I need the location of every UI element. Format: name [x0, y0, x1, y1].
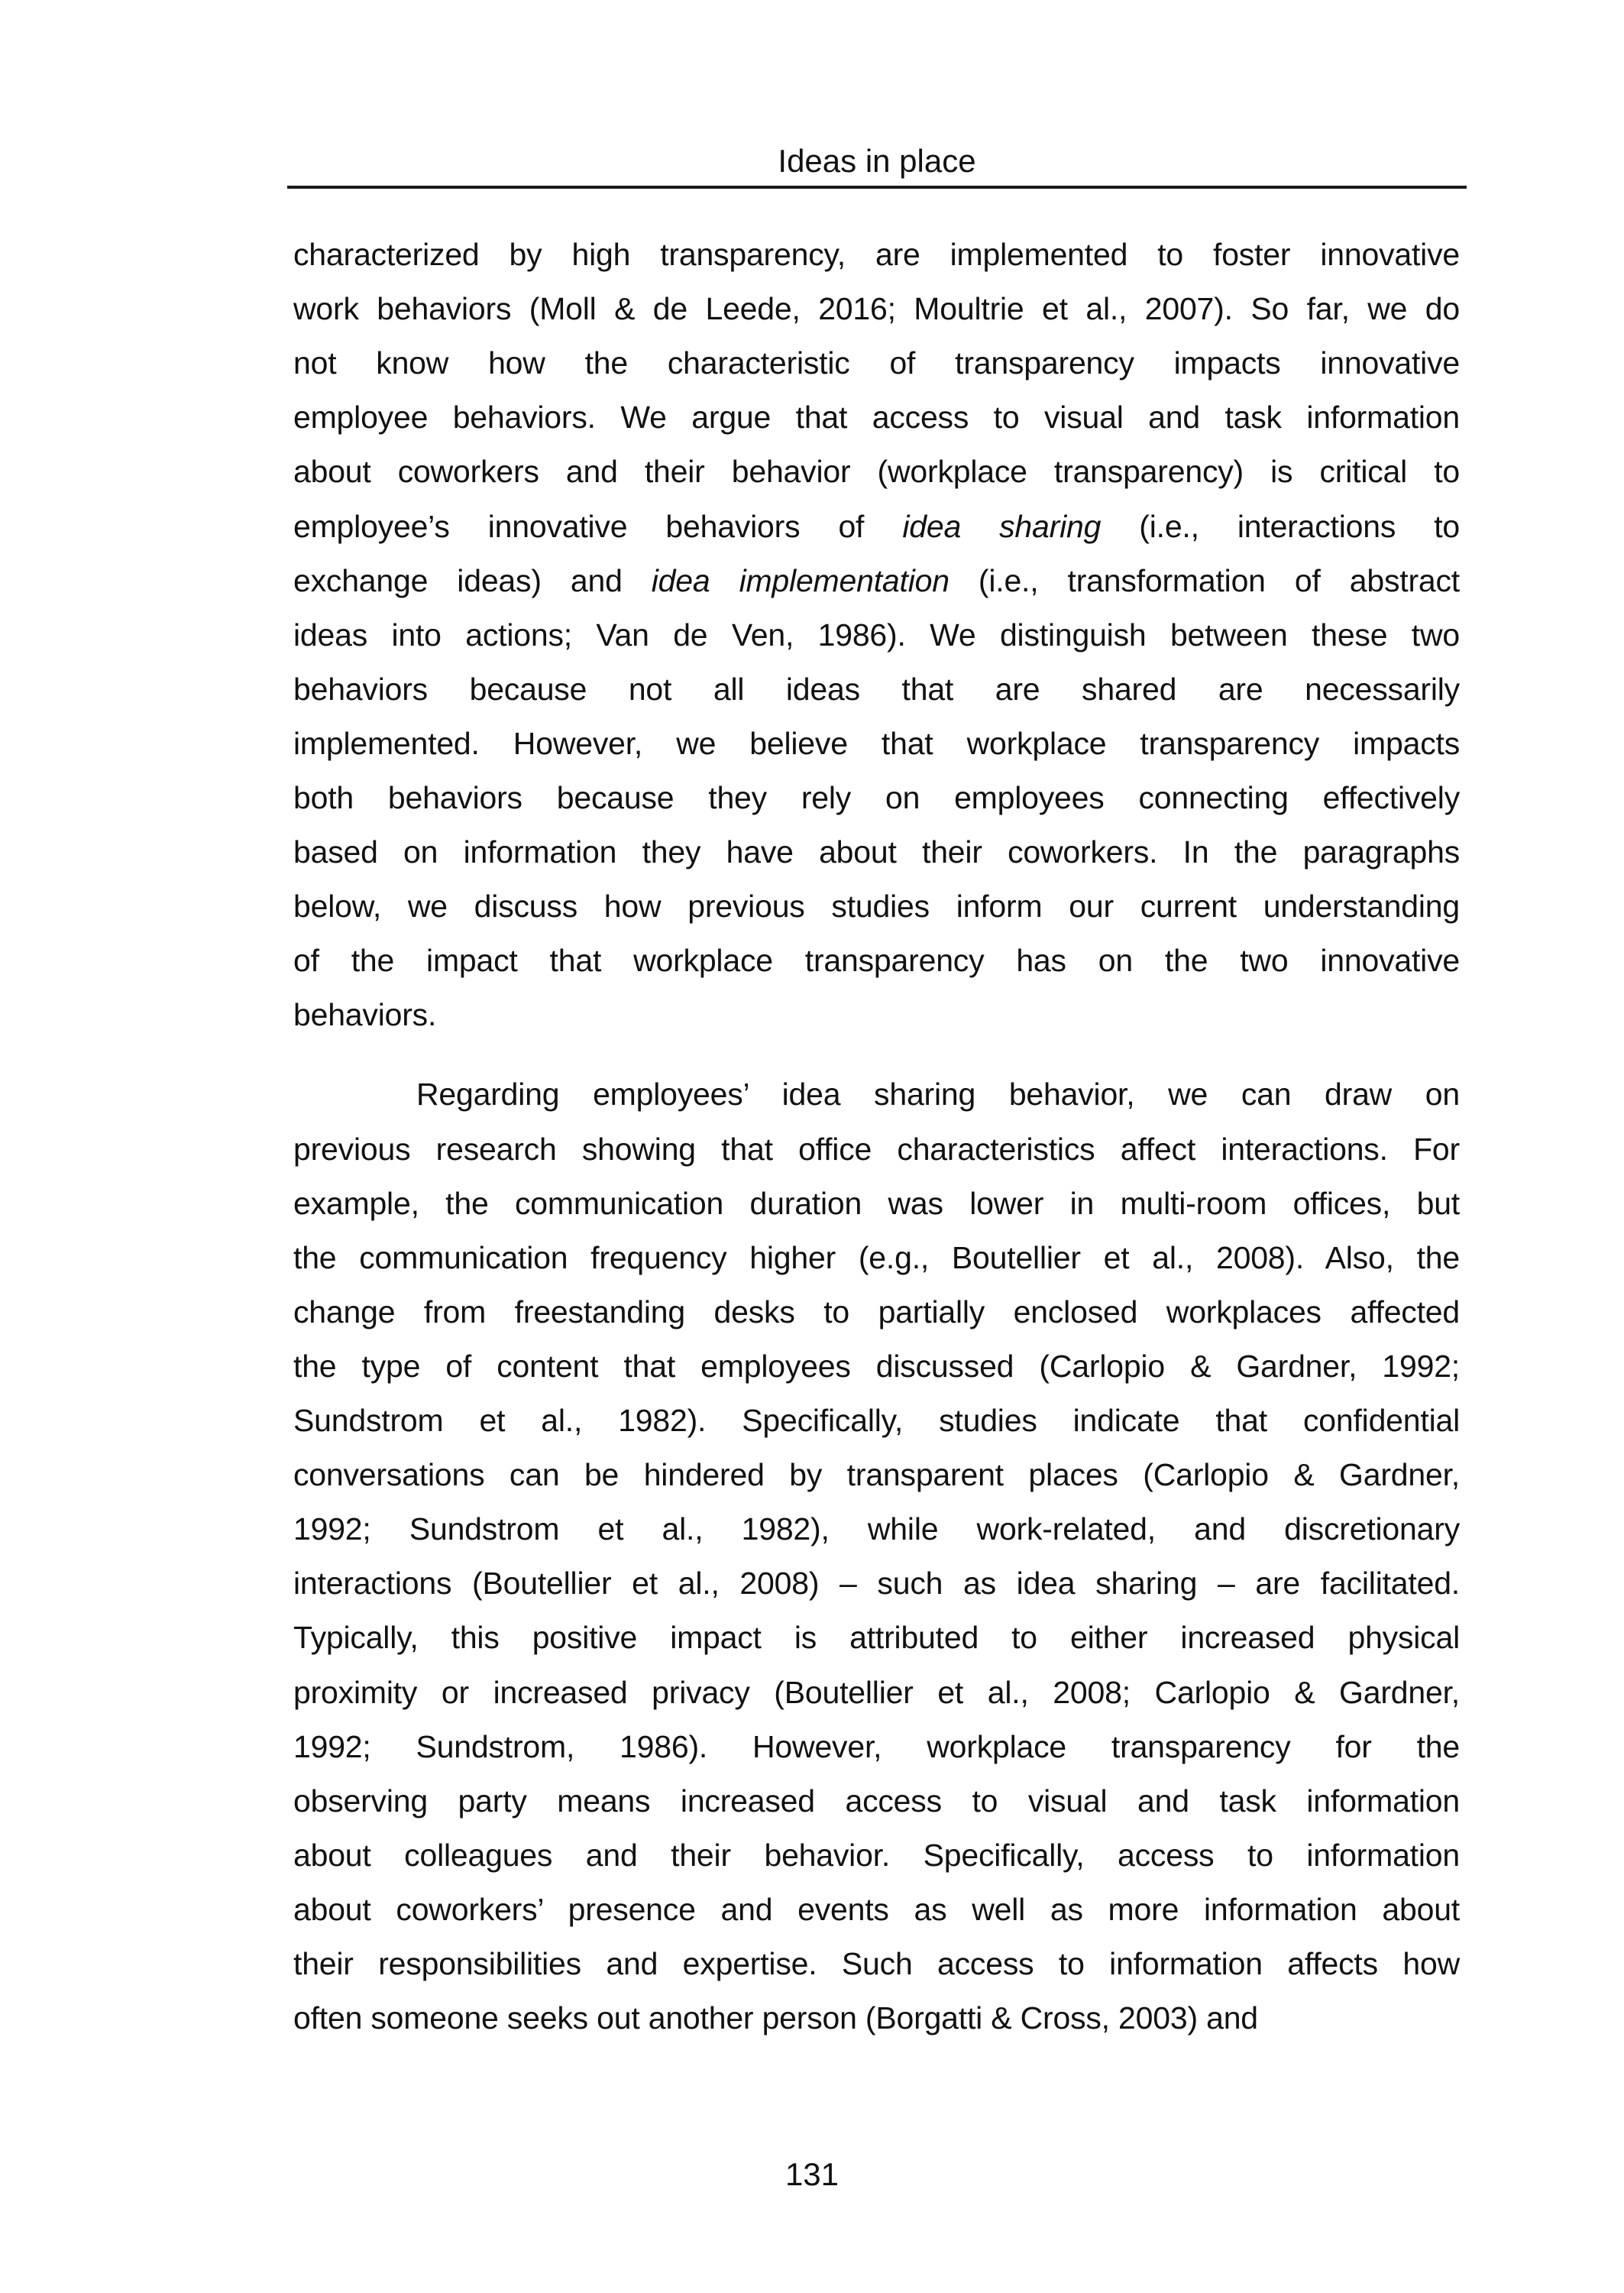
text-line: Sundstrom et al., 1982). Specifically, studies indicate that confidential: [293, 1403, 1460, 1438]
text-line: the communication frequency higher (e.g., Boutellier et al., 2008). Also, the: [293, 1240, 1460, 1275]
text-line: implemented. However, we believe that workplace transparency impacts: [293, 726, 1460, 761]
text-line: characterized by high transparency, are implemented to foster innovative: [293, 237, 1460, 272]
page-number: 131: [785, 2156, 839, 2192]
text-line: change from freestanding desks to partially enclosed workplaces affected: [293, 1294, 1460, 1329]
text-line: behaviors.: [293, 997, 437, 1032]
text-line: their responsibilities and expertise. Such access to information affects how: [293, 1946, 1460, 1981]
text-line: previous research showing that office characteristics affect interactions. For: [293, 1132, 1460, 1167]
text-line: example, the communication duration was lower in multi-room offices, but: [293, 1186, 1460, 1221]
text-line: not know how the characteristic of transparency impacts innovative: [293, 345, 1460, 381]
text-line: interactions (Boutellier et al., 2008) – such as idea sharing – are facilitated.: [293, 1566, 1460, 1601]
text-line: Regarding employees’ idea sharing behavior, we can draw on: [416, 1077, 1460, 1112]
header-rule-divider: [287, 186, 1467, 189]
text-line: ideas into actions; Van de Ven, 1986). We distinguish between these two: [293, 617, 1460, 653]
text-line: behaviors because not all ideas that are shared are necessarily: [293, 672, 1460, 707]
emphasized-term: idea implementation: [651, 563, 949, 598]
text-line: of the impact that workplace transparency has on the two innovative: [293, 943, 1460, 978]
text-line: often someone seeks out another person (Borgatti & Cross, 2003) and: [293, 2000, 1258, 2036]
text-line: based on information they have about their coworkers. In the paragraphs: [293, 834, 1460, 870]
text-line: work behaviors (Moll & de Leede, 2016; Moultrie et al., 2007). So far, we do: [293, 291, 1460, 326]
text-line: 1992; Sundstrom et al., 1982), while work-related, and discretionary: [293, 1511, 1460, 1546]
emphasized-term: idea sharing: [902, 509, 1102, 544]
text-line: 1992; Sundstrom, 1986). However, workplace transparency for the: [293, 1729, 1460, 1764]
text-line: proximity or increased privacy (Boutellier et al., 2008; Carlopio & Gardner,: [293, 1675, 1460, 1710]
text-line: about coworkers’ presence and events as well as more information about: [293, 1892, 1460, 1927]
text-line: below, we discuss how previous studies inform our current understanding: [293, 889, 1460, 924]
text-line: about colleagues and their behavior. Specifically, access to information: [293, 1838, 1460, 1873]
text-line: employee behaviors. We argue that access to visual and task information: [293, 400, 1460, 435]
text-line: conversations can be hindered by transparent places (Carlopio & Gardner,: [293, 1457, 1460, 1492]
text-line: observing party means increased access to visual and task information: [293, 1783, 1460, 1819]
running-header-title: Ideas in place: [778, 143, 976, 179]
text-line: Typically, this positive impact is attributed to either increased physical: [293, 1620, 1460, 1655]
text-line: the type of content that employees discussed (Carlopio & Gardner, 1992;: [293, 1349, 1460, 1384]
text-line: exchange ideas) and idea implementation (i.e., transformation of abstract: [293, 563, 1460, 598]
text-line: about coworkers and their behavior (workplace transparency) is critical to: [293, 454, 1460, 489]
text-line: employee’s innovative behaviors of idea sharing (i.e., interactions to: [293, 509, 1460, 544]
text-line: both behaviors because they rely on employees connecting effectively: [293, 780, 1460, 815]
